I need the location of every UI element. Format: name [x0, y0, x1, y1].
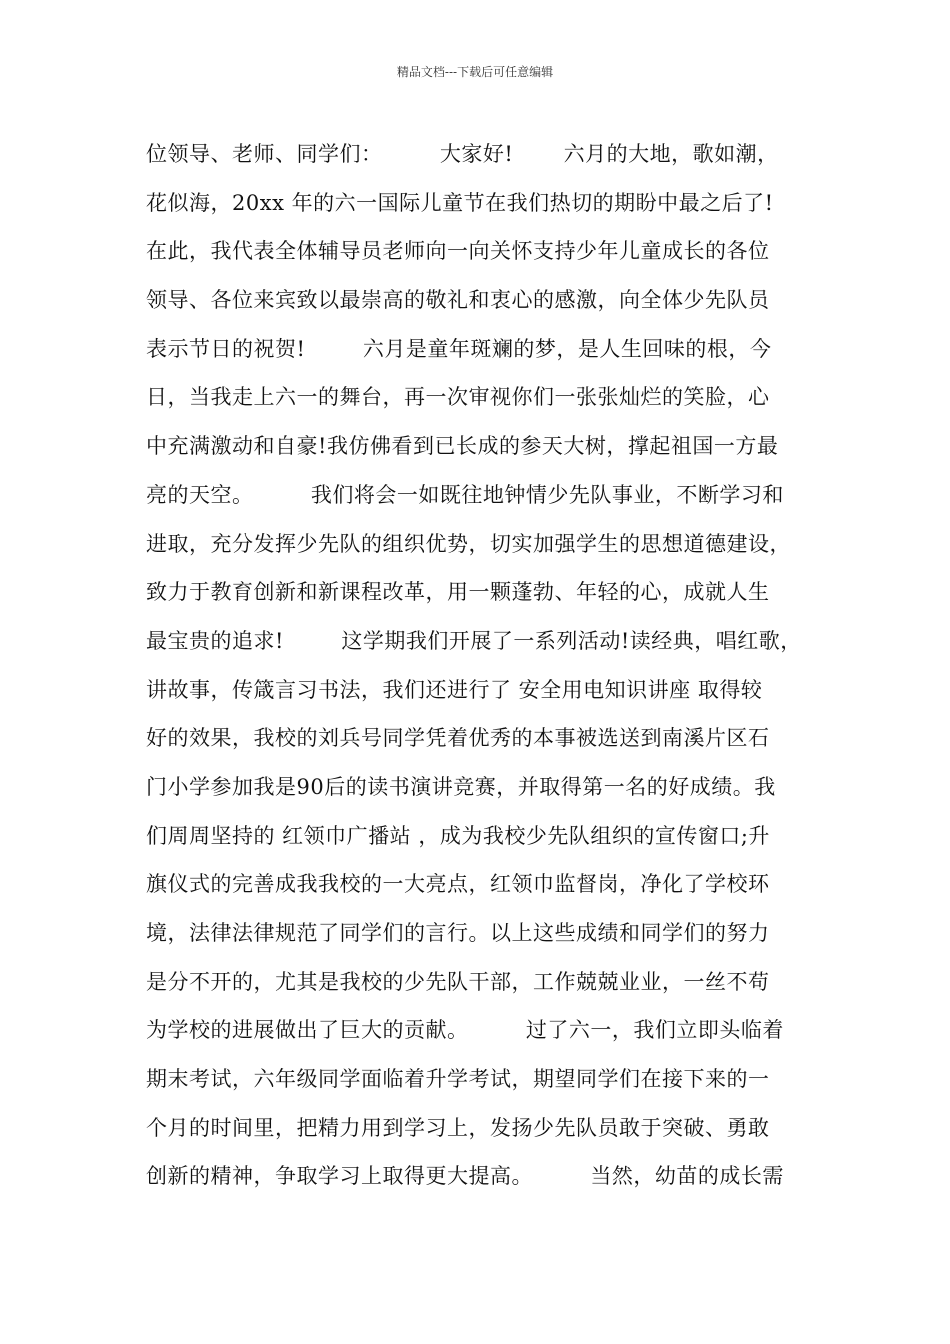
text-line: 们周周坚持的 红领巾广播站 ，成为我校少先队组织的宣传窗口;升 [146, 823, 770, 848]
text-line: 最宝贵的追求! 这学期我们开展了一系列活动!读经典，唱红歌， [146, 628, 802, 653]
text-line: 位领导、老师、同学们： 大家好! 六月的大地，歌如潮， [146, 142, 779, 166]
text-line: 旗仪式的完善成我我校的一大亮点，红领巾监督岗，净化了学校环 [146, 872, 770, 897]
text-line: 领导、各位来宾致以最崇高的敬礼和衷心的感激，向全体少先队员 [146, 288, 770, 313]
text-line: 进取，充分发挥少先队的组织优势，切实加强学生的思想道德建设， [146, 531, 791, 556]
text-line: 中充满激动和自豪!我仿佛看到已长成的参天大树，撑起祖国一方最 [146, 434, 779, 459]
text-line: 花似海，20xx 年的六一国际儿童节在我们热切的期盼中最之后了! [146, 190, 774, 215]
text-line: 表示节日的祝贺! 六月是童年斑斓的梦，是人生回味的根，今 [146, 336, 772, 361]
text-line: 境，法律法律规范了同学们的言行。以上这些成绩和同学们的努力 [146, 921, 770, 945]
text-line: 创新的精神，争取学习上取得更大提高。 当然，幼苗的成长需 [146, 1164, 784, 1189]
text-line: 是分不开的，尤其是我校的少先队干部，工作兢兢业业，一丝不苟 [146, 969, 770, 994]
text-line: 日，当我走上六一的舞台，再一次审视你们一张张灿烂的笑脸，心 [146, 385, 770, 410]
page-header: 精品文档---下载后可任意编辑 [396, 65, 554, 79]
text-line: 期末考试，六年级同学面临着升学考试，期望同学们在接下来的一 [146, 1067, 770, 1092]
text-line: 好的效果，我校的刘兵号同学凭着优秀的本事被选送到南溪片区石 [146, 726, 770, 751]
text-line: 亮的天空。 我们将会一如既往地钟情少先队事业，不断学习和 [146, 482, 784, 507]
document-body [146, 130, 836, 1201]
text-line: 致力于教育创新和新课程改革，用一颗蓬勃、年轻的心，成就人生 [146, 580, 770, 605]
text-line: 在此，我代表全体辅导员老师向一向关怀支持少年儿童成长的各位 [146, 239, 770, 264]
text-line: 门小学参加我是90后的读书演讲竞赛，并取得第一名的好成绩。我 [146, 774, 776, 799]
text-line: 为学校的进展做出了巨大的贡献。 过了六一，我们立即头临着 [146, 1018, 784, 1043]
text-line: 个月的时间里，把精力用到学习上，发扬少先队员敢于突破、勇敢 [146, 1115, 770, 1140]
text-line: 讲故事，传箴言习书法，我们还进行了 安全用电知识讲座 取得较 [146, 677, 763, 702]
